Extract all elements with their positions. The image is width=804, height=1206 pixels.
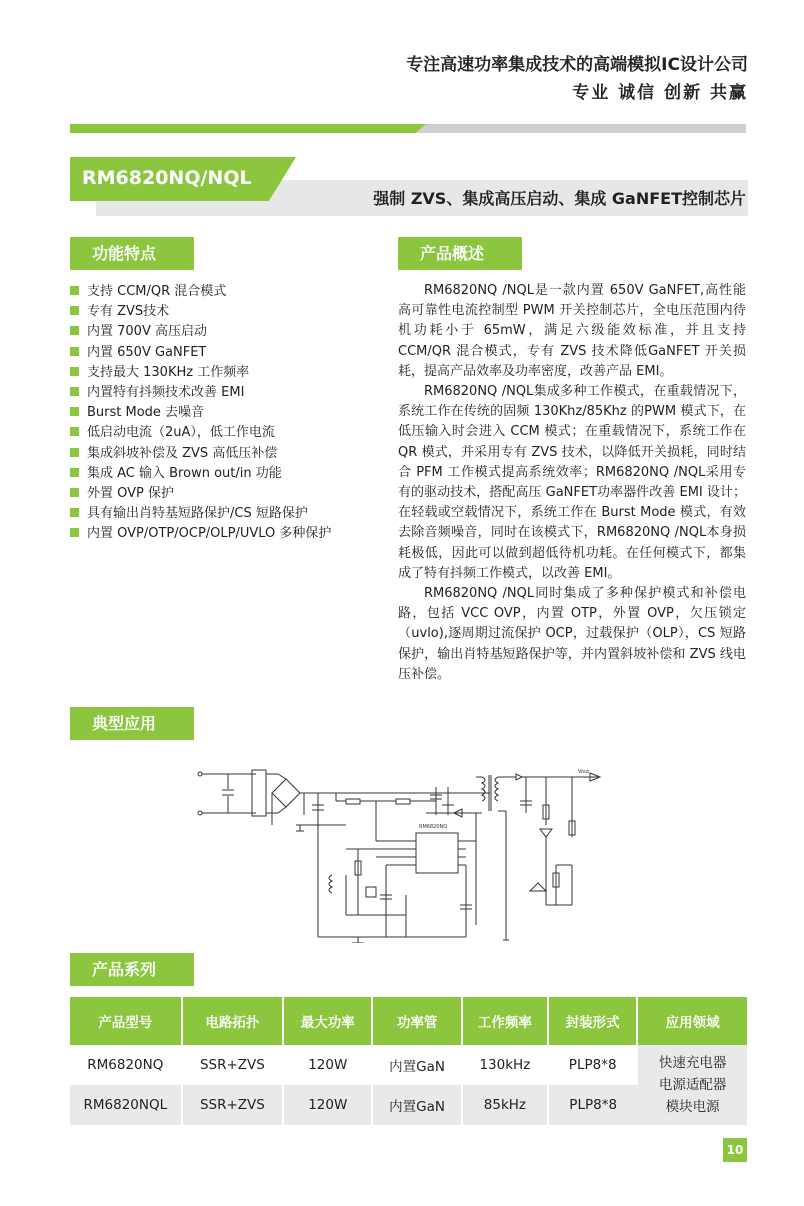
list-item: 集成 AC 输入 Brown out/in 功能 [70,464,380,484]
list-item: 支持 CCM/QR 混合模式 [70,282,380,302]
bullet-square-icon [70,427,79,436]
bullet-square-icon [70,347,79,356]
company-values: 专业 诚信 创新 共赢 [572,83,748,103]
list-item: Burst Mode 去噪音 [70,403,380,423]
table-cell: PLP8*8 [548,1045,637,1085]
bullet-square-icon [70,468,79,477]
table-cell: 85kHz [462,1085,548,1125]
list-item: 支持最大 130KHz 工作频率 [70,363,380,383]
controller-chip [416,833,458,873]
application-field: 快速充电器 [658,1055,727,1071]
list-item: 外置 OVP 保护 [70,484,380,504]
bullet-square-icon [70,306,79,315]
table-cell: SSR+ZVS [182,1045,283,1085]
table-cell: RM6820NQ [70,1045,182,1085]
bridge-rectifier [272,779,300,807]
list-item: 低启动电流（2uA），低工作电流 [70,423,380,443]
output-label: Vout [578,769,590,775]
table-cell: 内置GaN [372,1045,461,1085]
table-cell: 130kHz [462,1045,548,1085]
column-header: 电路拓扑 [182,997,283,1045]
column-header: 工作频率 [462,997,548,1045]
features-heading: 功能特点 [70,237,194,270]
table-cell: 120W [283,1085,372,1125]
column-header: 封装形式 [548,997,637,1045]
features-list [70,282,380,545]
product-subtitle: 强制 ZVS、集成高压启动、集成 GaNFET控制芯片 [373,189,746,208]
overview-paragraph: RM6820NQ /NQL集成多种工作模式，在重载情况下，系统工作在传统的固频 130Khz/85Khz 的PWM 模式下，在低压输入时会进入 CCM 模式；在重载情况下，系统工作在 QR 模式，并采用专有 ZVS 技术，以降低开关损耗，同时结合 PFM 工作模式提高系统效率；RM6820NQ /NQL采用专有的驱动技术，搭配高压 GaNFET功率器件改善 EMI 设计；在轻载或空载情况下，系统工作在 Burst Mode 模式，有效去除音频噪音，同时在该模式下，RM6820NQ /NQL本身损耗极低，因此可以做到超低待机功耗。在任何模式下，都集成了特有抖频工作模式，以改善 EMI。 [398,384,746,581]
resistor [396,799,410,804]
bullet-square-icon [70,407,79,416]
ac-input-terminal [198,811,202,815]
bullet-square-icon [70,528,79,537]
bullet-square-icon [70,286,79,295]
bullet-square-icon [70,326,79,335]
column-header: 应用领域 [637,997,747,1045]
table-cell: SSR+ZVS [182,1085,283,1125]
list-item: 内置特有抖频技术改善 EMI [70,383,380,403]
chip-label: RM6820NQ [419,824,448,830]
application-field: 电源适配器 [658,1077,727,1093]
bullet-square-icon [70,448,79,457]
transformer-secondary [495,777,498,801]
bullet-square-icon [70,387,79,396]
overview-paragraph: RM6820NQ /NQL同时集成了多种保护模式和补偿电路，包括 VCC OVP，内置 OTP，外置 OVP，欠压锁定（uvlo),逐周期过流保护 OCP，过载保护（OLP），CS 短路保护，输出肖特基短路保护等，并内置斜坡补偿和 ZVS 线电压补偿。 [398,586,746,682]
bullet-square-icon [70,488,79,497]
application-fields-cell [637,1045,747,1125]
table-header-row [70,997,747,1045]
column-header: 最大功率 [283,997,372,1045]
page-number: 10 [723,1138,747,1162]
list-item: 内置 700V 高压启动 [70,322,380,342]
product-name: RM6820NQ/NQL [82,167,252,189]
column-header: 产品型号 [70,997,182,1045]
output-diode [516,774,522,780]
bullet-square-icon [70,508,79,517]
tl431-icon [540,829,552,837]
ac-input-terminal [198,772,202,776]
application-heading: 典型应用 [70,707,194,740]
bullet-square-icon [70,367,79,376]
list-item: 具有输出肖特基短路保护/CS 短路保护 [70,504,380,524]
list-item: 内置 650V GaNFET [70,343,380,363]
table-cell: PLP8*8 [548,1085,637,1125]
table-cell: 120W [283,1045,372,1085]
typical-application-circuit [186,765,606,943]
aux-winding [329,875,332,893]
company-slogan: 专注高速功率集成技术的高端模拟IC设计公司 [406,55,748,75]
series-heading: 产品系列 [70,953,194,986]
list-item: 专有 ZVS技术 [70,302,380,322]
transformer-primary [482,777,485,801]
product-series-table [70,997,747,1125]
list-item: 集成斜坡补偿及 ZVS 高低压补偿 [70,444,380,464]
list-item: 内置 OVP/OTP/OCP/OLP/UVLO 多种保护 [70,524,380,544]
resistor [346,799,360,804]
column-header: 功率管 [372,997,461,1045]
overview-text [398,281,746,685]
overview-heading: 产品概述 [398,237,522,270]
header-divider-green [70,124,426,133]
application-field: 模块电源 [665,1099,720,1115]
table-row [70,1045,747,1085]
overview-paragraph: RM6820NQ /NQL是一款内置 650V GaNFET,高性能高可靠性电流控制型 PWM 开关控制芯片，全电压范围内待机功耗小于 65mW，满足六级能效标准，并且支持 CCM/QR 混合模式，专有 ZVS 技术降低GaNFET 开关损耗，提高产品效率及功率密度，改善产品 EMI。 [398,283,746,379]
table-cell: 内置GaN [372,1085,461,1125]
table-cell: RM6820NQL [70,1085,182,1125]
